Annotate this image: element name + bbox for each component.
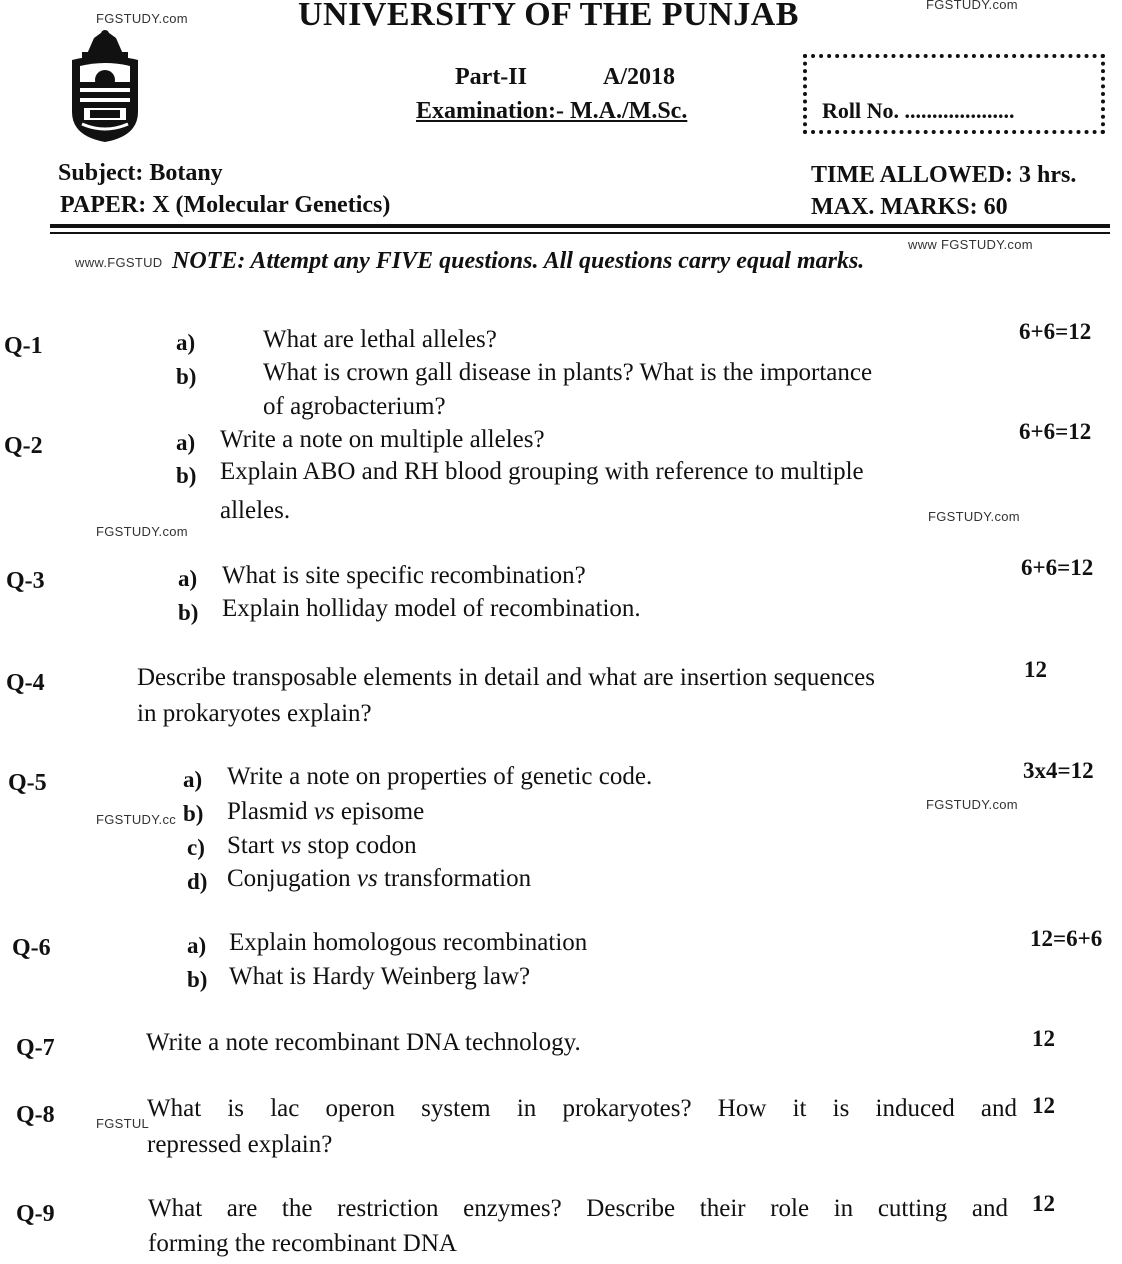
part-label: b) bbox=[176, 364, 197, 389]
university-crest-icon bbox=[62, 24, 148, 144]
question-text-continued: forming the recombinant DNA bbox=[148, 1230, 457, 1257]
question-text: Explain ABO and RH blood grouping with reference to multiple bbox=[220, 458, 864, 485]
marks-label: 12 bbox=[1032, 1026, 1055, 1051]
question-number: Q-5 bbox=[8, 770, 47, 796]
watermark-top-left: FGSTUDY.com bbox=[96, 11, 188, 26]
versus-term: vs bbox=[356, 865, 378, 892]
comparison-term: episome bbox=[334, 798, 425, 825]
question-text-line: What is lac operon system in prokaryotes? How it is induced and bbox=[147, 1095, 1017, 1122]
question-number: Q-4 bbox=[6, 670, 45, 696]
question-text bbox=[148, 1192, 1008, 1226]
versus-term: vs bbox=[280, 832, 302, 859]
university-title: UNIVERSITY OF THE PUNJAB bbox=[298, 0, 799, 33]
comparison-term: transformation bbox=[377, 865, 532, 892]
question-text: What are lethal alleles? bbox=[263, 326, 497, 353]
part-label: a) bbox=[187, 933, 207, 958]
part-label: a) bbox=[178, 566, 198, 591]
comparison-term: Plasmid bbox=[227, 798, 314, 825]
watermark-mid-left: FGSTUDY.com bbox=[96, 524, 188, 539]
question-number: Q-7 bbox=[16, 1035, 55, 1061]
watermark-note-right: www FGSTUDY.com bbox=[908, 237, 1033, 252]
marks-label: 6+6=12 bbox=[1021, 555, 1094, 580]
question-text: Explain homologous recombination bbox=[229, 929, 588, 956]
marks-label: 3x4=12 bbox=[1023, 758, 1094, 783]
part-label: d) bbox=[187, 869, 208, 894]
versus-term: vs bbox=[313, 798, 335, 825]
marks-label: 6+6=12 bbox=[1019, 419, 1092, 444]
watermark-q8-left: FGSTUL bbox=[96, 1116, 150, 1131]
question-text bbox=[227, 829, 417, 863]
header-divider bbox=[50, 224, 1110, 228]
question-number: Q-1 bbox=[4, 333, 43, 359]
watermark-note-left: www.FGSTUD bbox=[75, 255, 163, 270]
part-label: a) bbox=[176, 330, 196, 355]
part-label: b) bbox=[183, 801, 204, 826]
question-text-continued: alleles. bbox=[220, 497, 291, 524]
comparison-term: Conjugation bbox=[227, 865, 357, 892]
part-label: b) bbox=[176, 463, 197, 488]
question-text: What is Hardy Weinberg law? bbox=[229, 963, 531, 990]
question-number: Q-3 bbox=[6, 568, 45, 594]
question-text bbox=[147, 1092, 1017, 1126]
question-number: Q-8 bbox=[16, 1102, 55, 1128]
paper-label: PAPER: X (Molecular Genetics) bbox=[60, 192, 391, 218]
question-text bbox=[227, 795, 424, 829]
marks-label: 12 bbox=[1024, 657, 1047, 682]
part-label: c) bbox=[187, 835, 205, 860]
question-text: What is site specific recombination? bbox=[222, 562, 586, 589]
question-text: Write a note on multiple alleles? bbox=[220, 426, 545, 453]
time-allowed-label: TIME ALLOWED: 3 hrs. bbox=[811, 162, 1077, 188]
examination-label: Examination:- M.A./M.Sc. bbox=[416, 98, 688, 124]
subject-label: Subject: Botany bbox=[58, 160, 223, 186]
question-number: Q-2 bbox=[4, 433, 43, 459]
watermark-q5-right: FGSTUDY.com bbox=[926, 797, 1018, 812]
header-divider-thin bbox=[50, 232, 1110, 234]
session-label: A/2018 bbox=[603, 64, 675, 90]
instructions-note: NOTE: Attempt any FIVE questions. All questions carry equal marks. bbox=[172, 248, 865, 274]
question-text-line: What are the restriction enzymes? Describe their role in cutting and bbox=[148, 1195, 1008, 1222]
question-text: Explain holliday model of recombination. bbox=[222, 595, 641, 622]
question-number: Q-9 bbox=[16, 1201, 55, 1227]
question-text-continued: in prokaryotes explain? bbox=[137, 700, 372, 727]
comparison-term: stop codon bbox=[301, 832, 417, 859]
question-text-continued: repressed explain? bbox=[147, 1131, 333, 1158]
question-text-continued: of agrobacterium? bbox=[263, 393, 446, 420]
marks-label: 12=6+6 bbox=[1030, 926, 1103, 951]
part-label: b) bbox=[178, 600, 199, 625]
marks-label: 12 bbox=[1032, 1093, 1055, 1118]
roll-number-field: Roll No. .................... bbox=[822, 98, 1015, 123]
watermark-q5-left: FGSTUDY.cc bbox=[96, 812, 177, 827]
watermark-mid-right: FGSTUDY.com bbox=[928, 509, 1020, 524]
part-label: b) bbox=[187, 967, 208, 992]
part-label: a) bbox=[183, 767, 203, 792]
max-marks-label: MAX. MARKS: 60 bbox=[811, 194, 1008, 220]
part-label: Part-II bbox=[455, 64, 527, 90]
question-text: Write a note recombinant DNA technology. bbox=[146, 1029, 581, 1056]
question-text: Write a note on properties of genetic code. bbox=[227, 763, 653, 790]
watermark-top-right: FGSTUDY.com bbox=[926, 0, 1018, 12]
marks-label: 12 bbox=[1032, 1191, 1055, 1216]
comparison-term: Start bbox=[227, 832, 281, 859]
marks-label: 6+6=12 bbox=[1019, 319, 1092, 344]
question-text: What is crown gall disease in plants? What is the importance bbox=[263, 359, 873, 386]
question-text bbox=[227, 862, 531, 896]
question-number: Q-6 bbox=[12, 935, 51, 961]
part-label: a) bbox=[176, 430, 196, 455]
question-text: Describe transposable elements in detail and what are insertion sequences bbox=[137, 664, 875, 691]
